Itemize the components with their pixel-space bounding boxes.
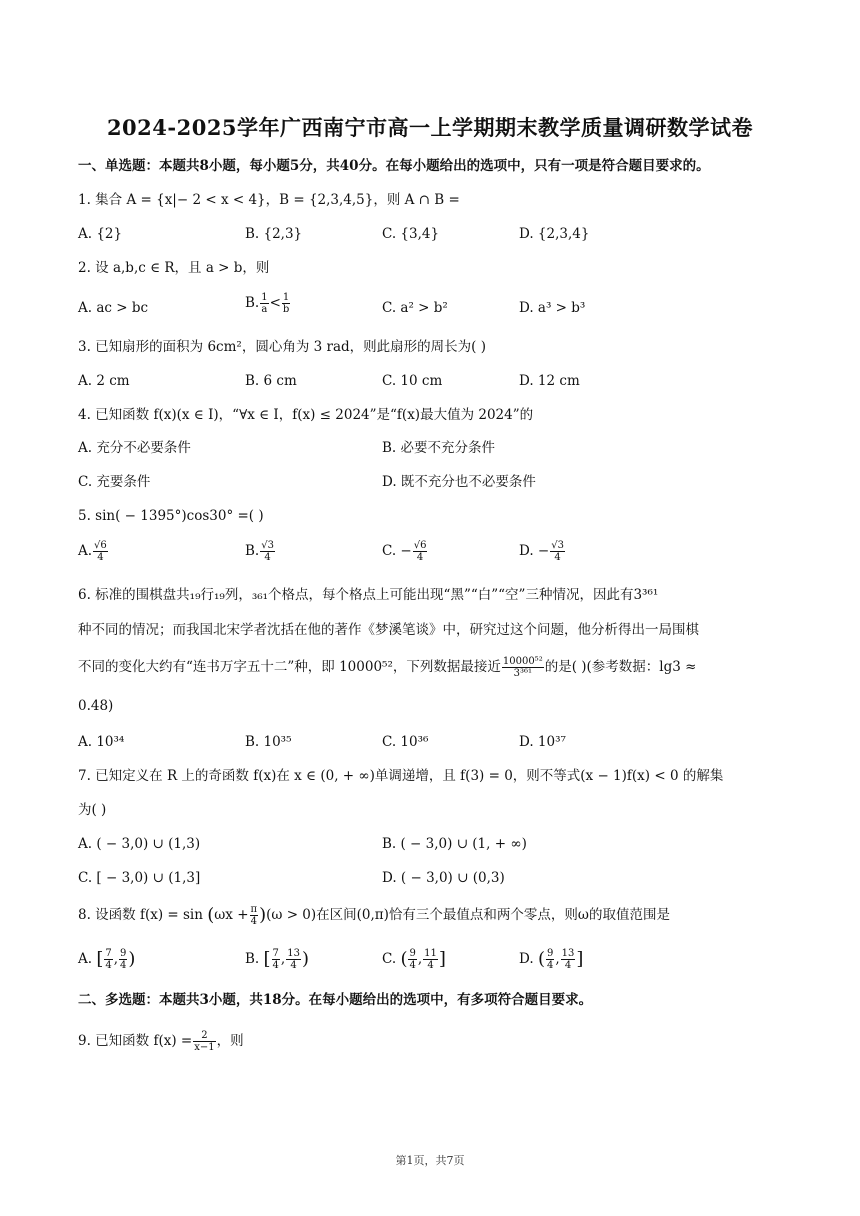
question-8-option-b: B. [ $\frac{7}{4}$ , $\frac{13}{4}$ ) — [245, 948, 309, 971]
question-3-option-b: B. 6 cm — [245, 373, 297, 389]
page-footer: 第1页，共7页 — [395, 1154, 465, 1167]
question-3-option-a: A. 2 cm — [78, 373, 130, 389]
question-5-option-d: D. − $\frac{√3}{4}$ — [519, 540, 564, 563]
question-4-option-b: B. 必要不充分条件 — [382, 440, 496, 456]
question-1-stem: 1. 集合 A = {x|− 2 < x < 4}，B = {2,3,4,5}，则 A ∩ B = — [78, 192, 460, 208]
question-8-option-a: A. [ $\frac{7}{4}$ , $\frac{9}{4}$ ) — [78, 948, 136, 971]
question-1-option-d: D. {2,3,4} — [519, 226, 590, 242]
question-2-option-c: C. a² > b² — [382, 300, 448, 316]
question-8-option-d: D. ( $\frac{9}{4}$ , $\frac{13}{4}$ ] — [519, 948, 584, 971]
question-6-line-2: 种不同的情况；而我国北宋学者沈括在他的著作《梦溪笔谈》中，研究过这个问题，他分析得出一局围棋 — [78, 622, 699, 638]
question-4-stem: 4. 已知函数 f(x)(x ∈ I)，“∀x ∈ I，f(x) ≤ 2024”是“f(x)最大值为 2024”的 — [78, 407, 534, 423]
question-5-option-a: A. $\frac{√6}{4}$ — [78, 540, 107, 563]
question-6-option-a: A. 10³⁴ — [78, 734, 125, 750]
question-7-option-c: C. [ − 3,0) ∪ (1,3] — [78, 870, 201, 886]
question-7-option-b: B. ( − 3,0) ∪ (1, + ∞) — [382, 836, 527, 852]
question-2-option-d: D. a³ > b³ — [519, 300, 586, 316]
question-7-line-2: 为( ) — [78, 802, 107, 818]
question-6-option-d: D. 10³⁷ — [519, 734, 566, 750]
question-6-option-c: C. 10³⁶ — [382, 734, 429, 750]
question-6-option-b: B. 10³⁵ — [245, 734, 292, 750]
question-9-stem: 9. 已知函数 f(x) = $\frac{2}{x-1}$ ，则 — [78, 1030, 244, 1053]
question-5-option-c: C. − $\frac{√6}{4}$ — [382, 540, 427, 563]
question-4-option-d: D. 既不充分也不必要条件 — [382, 474, 536, 490]
question-7-option-a: A. ( − 3,0) ∪ (1,3) — [78, 836, 201, 852]
question-3-option-c: C. 10 cm — [382, 373, 443, 389]
question-6-line-4: 0.48) — [78, 698, 114, 714]
question-1-option-c: C. {3,4} — [382, 226, 440, 242]
question-6-line-1: 6. 标准的围棋盘共₁₉行₁₉列，₃₆₁个格点，每个格点上可能出现“黑”“白”“空”三种情况，因此有3³⁶¹ — [78, 587, 659, 603]
question-1-option-b: B. {2,3} — [245, 226, 303, 242]
question-3-stem: 3. 已知扇形的面积为 6cm²，圆心角为 3 rad，则此扇形的周长为( ) — [78, 339, 486, 355]
question-5-option-b: B. $\frac{√3}{4}$ — [245, 540, 274, 563]
question-7-line-1: 7. 已知定义在 R 上的奇函数 f(x)在 x ∈ (0, + ∞)单调递增，且 f(3) = 0，则不等式(x − 1)f(x) < 0 的解集 — [78, 768, 724, 784]
section-heading-multiple-choice: 二、多选题：本题共3小题，共18分。在每小题给出的选项中，有多项符合题目要求。 — [78, 992, 593, 1008]
page-title: 2024-2025学年广西南宁市高一上学期期末教学质量调研数学试卷 — [106, 115, 754, 140]
question-8-option-c: C. ( $\frac{9}{4}$ , $\frac{11}{4}$ ] — [382, 948, 446, 971]
question-8-stem: 8. 设函数 f(x) = sin (ωx + $\frac{\pi}{4}$ )(ω > 0)在区间(0,π)恰有三个最值点和两个零点，则ω的取值范围是 — [78, 904, 670, 927]
question-2-stem: 2. 设 a,b,c ∈ R，且 a > b，则 — [78, 260, 270, 276]
question-1-option-a: A. {2} — [78, 226, 123, 242]
question-3-option-d: D. 12 cm — [519, 373, 580, 389]
question-4-option-a: A. 充分不必要条件 — [78, 440, 191, 456]
question-2-option-a: A. ac > bc — [78, 300, 149, 316]
question-2-option-b: B. $\frac{1}{a}$ < $\frac{1}{b}$ — [245, 292, 290, 315]
question-6-line-3: 不同的变化大约有“连书万字五十二”种，即 10000⁵²，下列数据最接近 $\frac{\text{10000⁵²}}{\text{3³⁶¹}}$ 的是( )(参考数据：lg3 ≈ — [78, 656, 697, 679]
section-heading-single-choice: 一、单选题：本题共8小题，每小题5分，共40分。在每小题给出的选项中，只有一项是符合题目要求的。 — [78, 158, 710, 174]
question-5-stem: 5. sin( − 1395°)cos30° =( ) — [78, 508, 264, 524]
question-7-option-d: D. ( − 3,0) ∪ (0,3) — [382, 870, 505, 886]
question-4-option-c: C. 充要条件 — [78, 474, 151, 490]
